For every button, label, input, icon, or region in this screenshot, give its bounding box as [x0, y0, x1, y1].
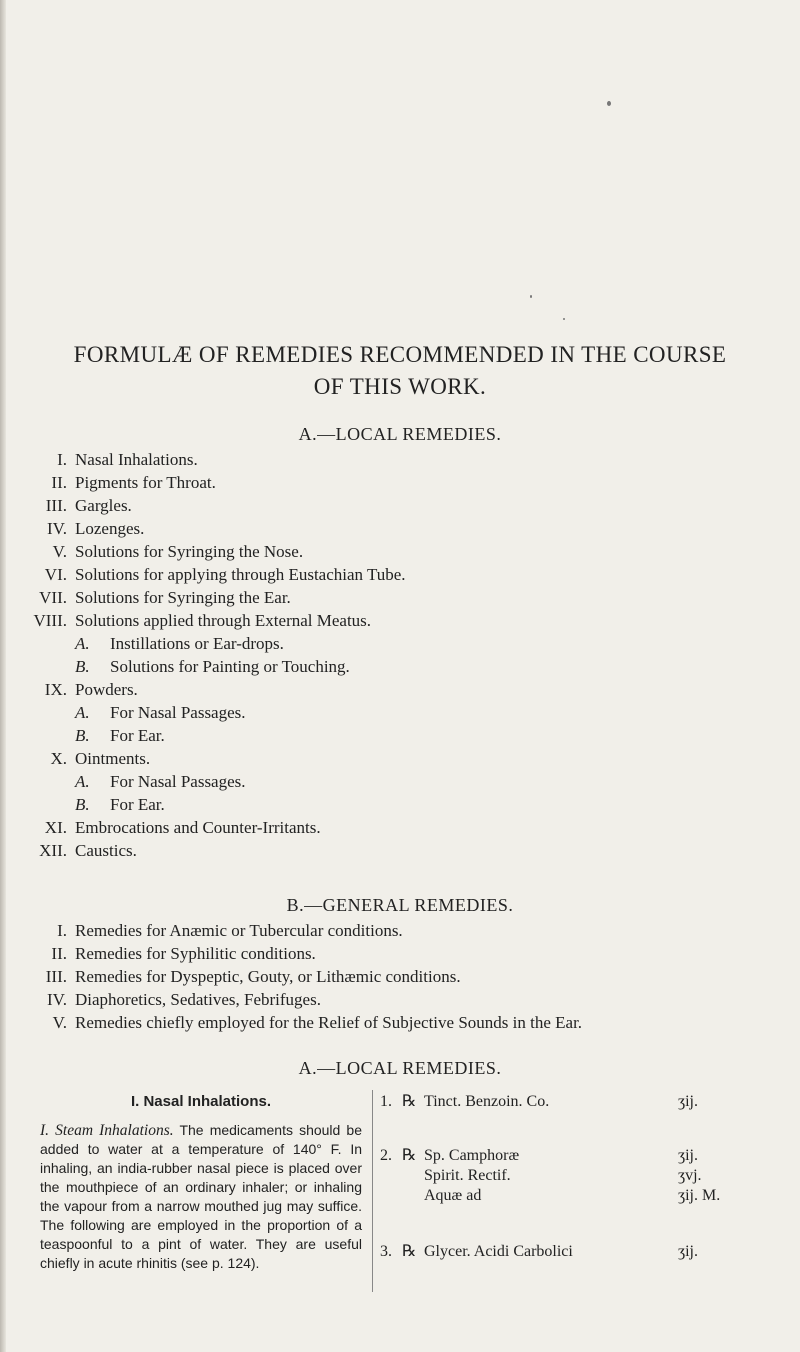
nasal-inhalations-column — [40, 1092, 362, 1273]
nasal-inhalations-heading: I. Nasal Inhalations. — [130, 1093, 272, 1110]
recipe-symbol: ℞ — [402, 1093, 417, 1110]
nasal-inhalations-body: The medicaments should be added to water at a temperature of 140° F. In inhaling, an india-rubber nasal piece is placed over the mouthpiece of an ordinary inhaler; or inhaling the vapour from a narrow mouthed jug may suffice. The following are employed in the proportion of a teaspoonful to a pint of water. They are useful chiefly in acute rhinitis (see p. 124). — [40, 1122, 363, 1271]
print-speck — [563, 318, 565, 320]
local-remedies-heading-2: A.—LOCAL REMEDIES. — [298, 1058, 502, 1078]
page-title — [0, 340, 800, 402]
title-line-1: FORMULÆ OF REMEDIES RECOMMENDED IN THE COURSE — [73, 342, 727, 367]
nasal-inhalations-paragraph — [40, 1121, 362, 1273]
steam-inhalations-lead: I. Steam Inhalations. — [40, 1122, 174, 1139]
page-binding-edge — [0, 0, 6, 1352]
column-divider — [372, 1090, 373, 1292]
title-line-2: OF THIS WORK. — [313, 374, 487, 399]
book-page: FORMULÆ OF REMEDIES RECOMMENDED IN THE COURSE OF THIS WORK. A.—LOCAL REMEDIES. I. Nasal Inhalations. II. Pigments for Throat. III. Gargles. IV. Lozenges. V. Solutions for Syringing the Nose. VI. Solutions for applying through Eustachian Tube. VII. Solutions for Syringing the Ear. VIII. Solutions applied through External Meatus. A. Instillations or Ear-drops. B. Solutions for Painting or Touching. IX. Powders. A. For Nasal Passages. B. For Ear. X. Ointments. A. For Nasal Passages. B. For Ear. XI. Embrocations and Counter-Irritants. XII. Caustics. B.—GENERAL REMEDIES. I. Remedies for Anæmic or Tubercular conditions. II. Remedies for Syphilitic conditions. III. Remedies for Dyspeptic, Gouty, or Lithæmic conditions. IV. Diaphoretics, Sedatives, Febrifuges. V. Remedies chiefly employed for the Relief of Subjective Sounds in the Ear. — [0, 0, 800, 1352]
recipe-symbol: ℞ — [402, 1147, 417, 1164]
print-speck — [530, 295, 532, 298]
print-speck — [607, 101, 611, 106]
general-remedies-heading: B.—GENERAL REMEDIES. — [286, 895, 514, 915]
recipe-symbol: ℞ — [402, 1243, 417, 1260]
local-remedies-heading: A.—LOCAL REMEDIES. — [298, 424, 502, 444]
